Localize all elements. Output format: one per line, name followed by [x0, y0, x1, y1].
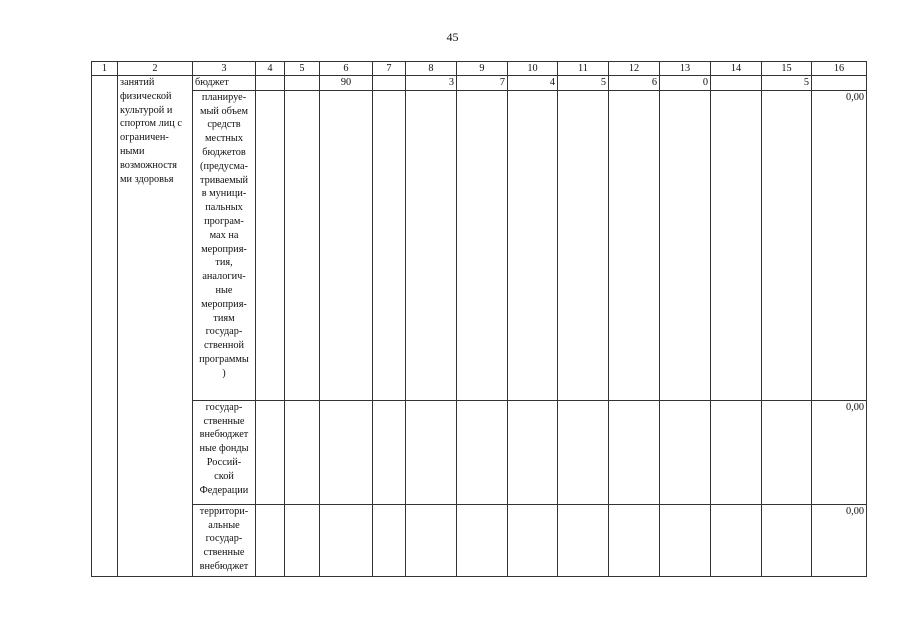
value-cell: 6 — [609, 76, 660, 91]
value-cell — [609, 504, 660, 576]
value-cell — [457, 400, 508, 504]
header-cell: 4 — [256, 62, 285, 76]
value-cell — [762, 400, 812, 504]
header-cell: 12 — [609, 62, 660, 76]
value-cell — [406, 90, 457, 400]
value-cell — [373, 76, 406, 91]
value-cell — [508, 90, 558, 400]
value-cell — [256, 90, 285, 400]
col1-cell — [92, 76, 118, 577]
value-cell — [285, 90, 320, 400]
value-cell — [609, 400, 660, 504]
value-cell: 5 — [558, 76, 609, 91]
value-cell — [812, 76, 867, 91]
value-cell — [320, 90, 373, 400]
value-cell — [711, 504, 762, 576]
value-cell — [256, 76, 285, 91]
table-row — [92, 90, 867, 400]
source-cell: планируе- мый объем средств местных бюджетов (предусма- триваемый в муници- пальных програм- мах на мероприя- тия, аналогич- ные мероприя- тиям государ- ственной программы ) — [193, 90, 256, 400]
value-cell: 5 — [762, 76, 812, 91]
header-cell: 2 — [118, 62, 193, 76]
value-cell: 7 — [457, 76, 508, 91]
source-cell: государ- ственные внебюджет ные фонды Россий- ской Федерации — [193, 400, 256, 504]
value-cell — [320, 400, 373, 504]
value-cell — [373, 400, 406, 504]
value-cell — [711, 90, 762, 400]
value-cell — [660, 400, 711, 504]
table-row — [92, 504, 867, 576]
source-cell: бюджет — [193, 76, 256, 91]
value-cell — [457, 504, 508, 576]
header-cell: 14 — [711, 62, 762, 76]
value-cell: 0,00 — [812, 400, 867, 504]
header-cell: 7 — [373, 62, 406, 76]
value-cell: 0,00 — [812, 90, 867, 400]
header-row — [92, 62, 867, 76]
value-cell — [285, 504, 320, 576]
value-cell — [609, 90, 660, 400]
col2-cell — [118, 76, 193, 577]
header-cell: 16 — [812, 62, 867, 76]
value-cell — [285, 76, 320, 91]
value-cell: 4 — [508, 76, 558, 91]
col2-text: занятий физической культурой и спортом лиц с ограничен- ными возможностя ми здоровья — [120, 77, 182, 185]
header-cell: 6 — [320, 62, 373, 76]
value-cell: 0,00 — [812, 504, 867, 576]
value-cell — [558, 90, 609, 400]
value-cell — [711, 76, 762, 91]
value-cell — [256, 504, 285, 576]
source-cell: территори- альные государ- ственные внебюджет — [193, 504, 256, 576]
table-row — [92, 400, 867, 504]
value-cell — [558, 400, 609, 504]
value-cell — [558, 504, 609, 576]
page-number: 45 — [446, 30, 459, 44]
value-cell — [762, 90, 812, 400]
value-cell — [285, 400, 320, 504]
value-cell — [373, 90, 406, 400]
budget-table — [91, 61, 867, 577]
value-cell — [406, 400, 457, 504]
value-cell — [762, 504, 812, 576]
header-cell: 3 — [193, 62, 256, 76]
value-cell — [457, 90, 508, 400]
value-cell — [508, 504, 558, 576]
header-cell: 5 — [285, 62, 320, 76]
header-cell: 1 — [92, 62, 118, 76]
value-cell — [373, 504, 406, 576]
header-cell: 8 — [406, 62, 457, 76]
header-cell: 13 — [660, 62, 711, 76]
header-cell: 15 — [762, 62, 812, 76]
header-cell: 11 — [558, 62, 609, 76]
header-cell: 9 — [457, 62, 508, 76]
value-cell — [660, 504, 711, 576]
header-cell: 10 — [508, 62, 558, 76]
value-cell: 90 — [320, 76, 373, 91]
value-cell — [320, 504, 373, 576]
value-cell — [508, 400, 558, 504]
value-cell — [406, 504, 457, 576]
table-row — [92, 76, 867, 91]
value-cell — [711, 400, 762, 504]
value-cell: 3 — [406, 76, 457, 91]
value-cell — [660, 90, 711, 400]
value-cell — [256, 400, 285, 504]
value-cell: 0 — [660, 76, 711, 91]
